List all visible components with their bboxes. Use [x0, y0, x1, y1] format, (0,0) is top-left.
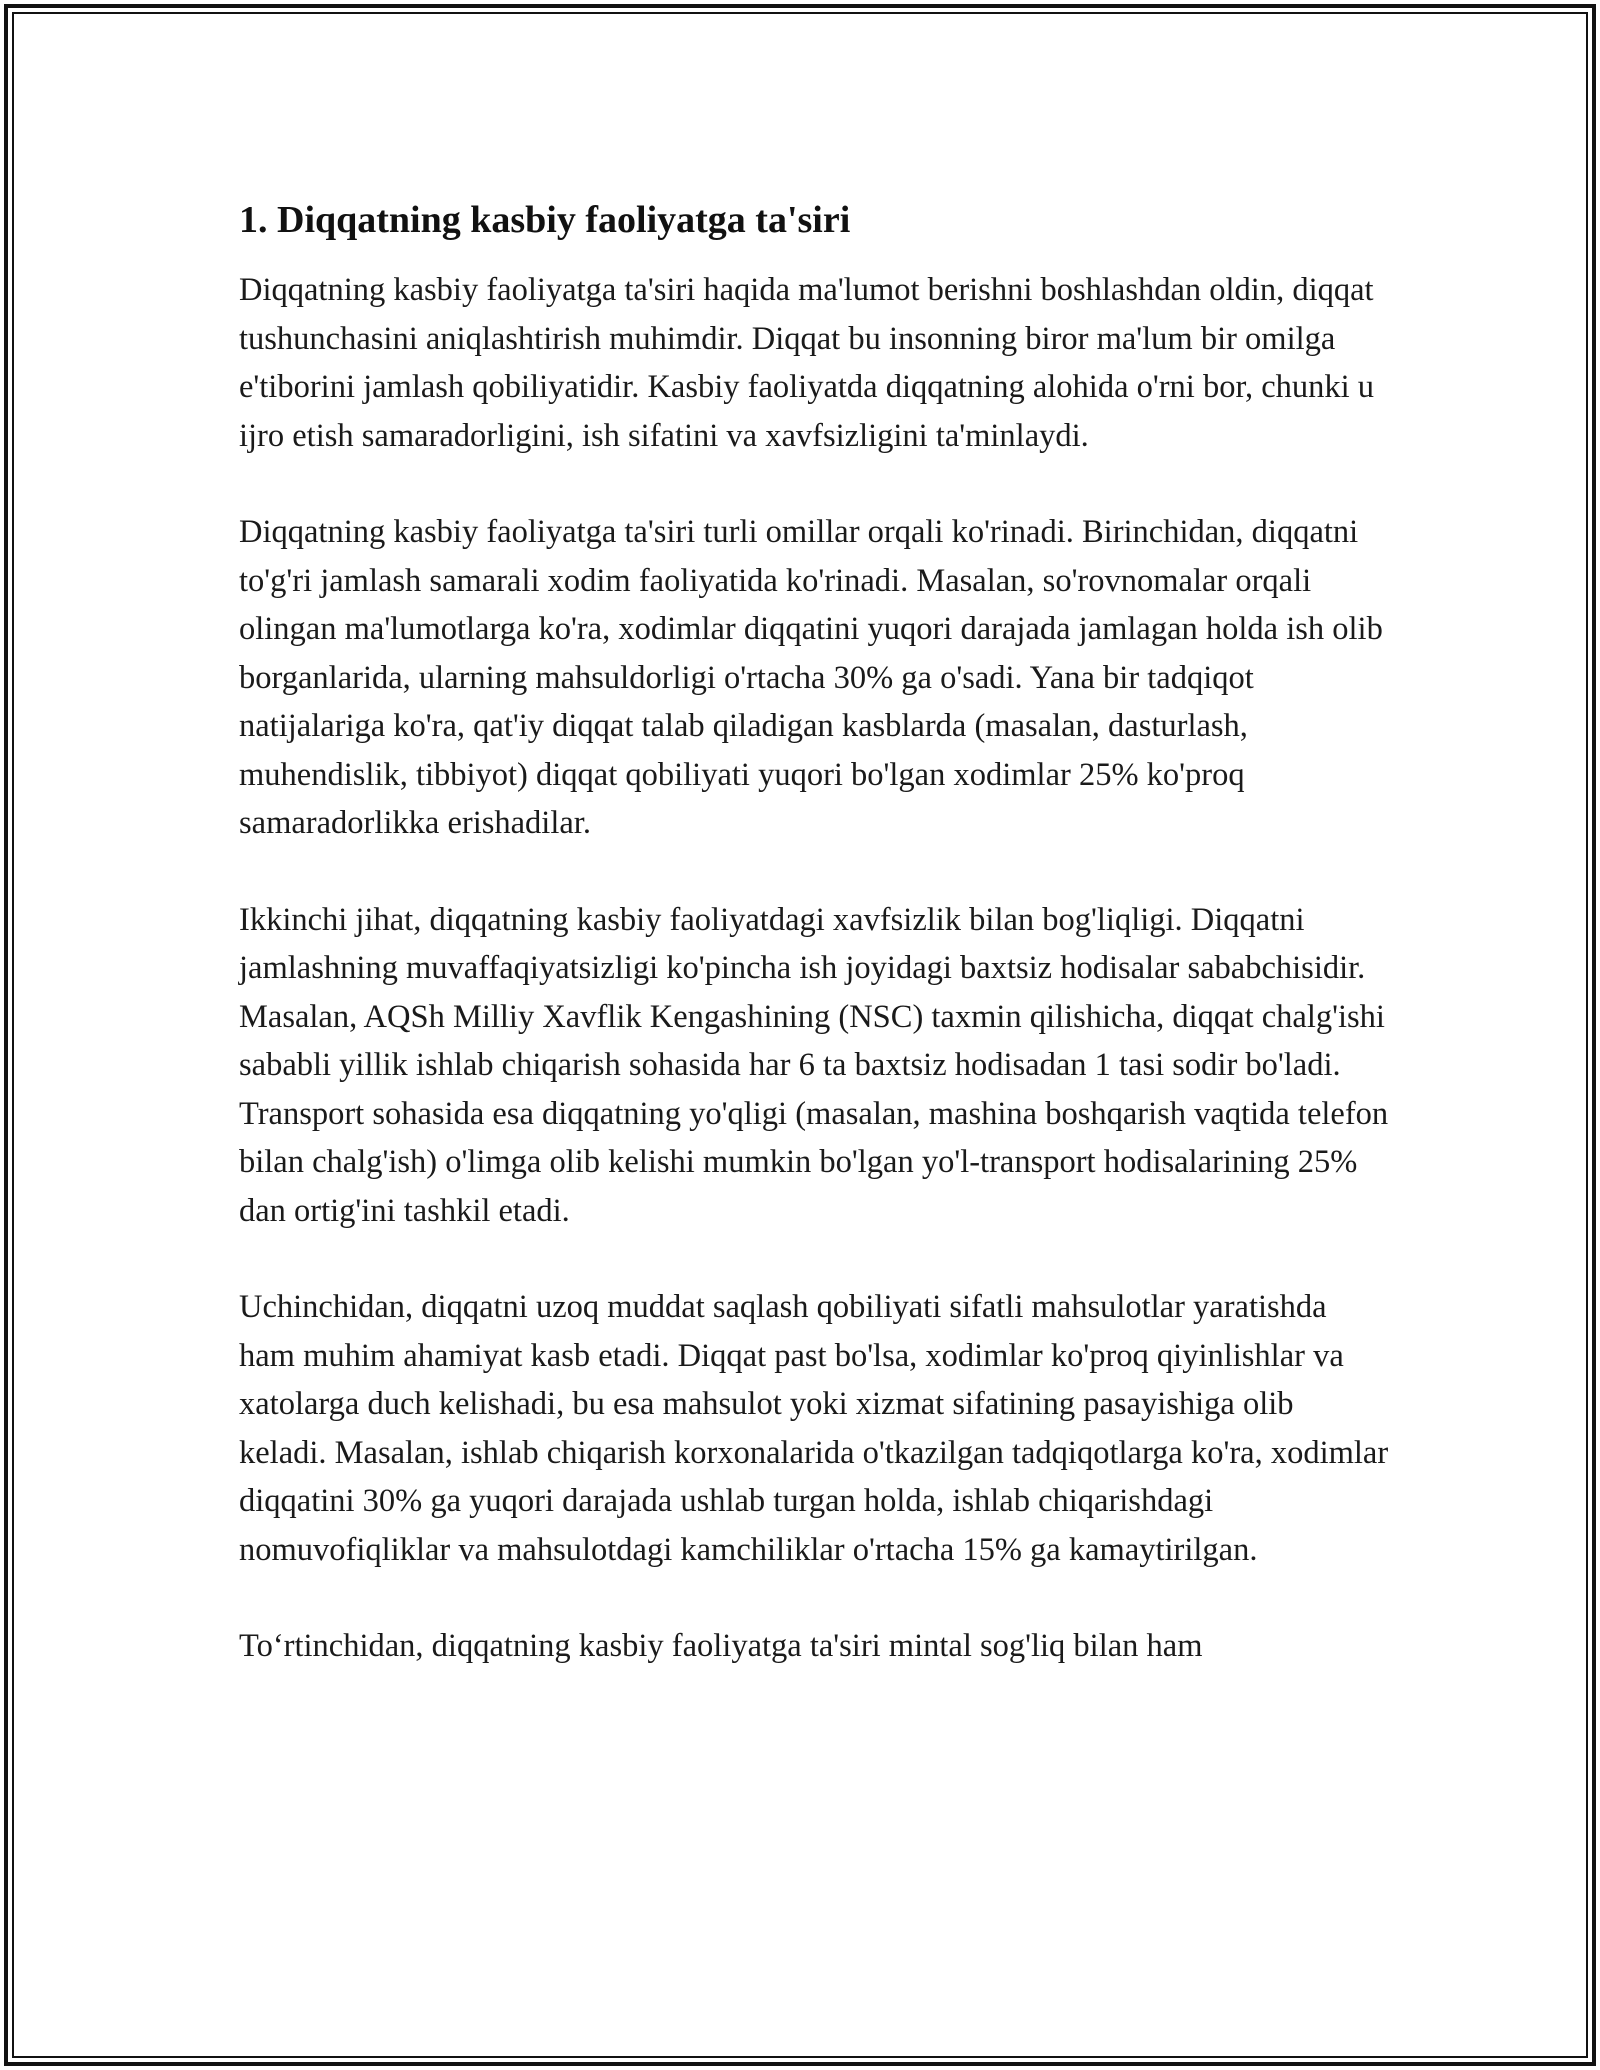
page-inner-border [12, 12, 1588, 2058]
paragraph-intro: Diqqatning kasbiy faoliyatga ta'siri haqida ma'lumot berishni boshlashdan oldin, diqqat tushunchasini aniqlashtirish muhimdir. Diqqat bu insonning biror ma'lum bir omilga e'tiborini jamlash qobiliyatidir. Kasbiy faoliyatda diqqatning alohida o'rni bor, chunki u ijro etish samaradorligini, ish sifatini va xavfsizligini ta'minlaydi. [239, 272, 1375, 454]
section-heading: 1. Diqqatning kasbiy faoliyatga ta'siri [239, 199, 851, 241]
paragraph-productivity: Diqqatning kasbiy faoliyatga ta'siri turli omillar orqali ko'rinadi. Birinchidan, diqqatni to'g'ri jamlash samarali xodim faoliyatida ko'rinadi. Masalan, so'rovnomalar orqali olingan ma'lumotlarga ko'ra, xodimlar diqqatini yuqori darajada jamlagan holda ish olib borganlarida, ularning mahsuldorligi o'rtacha 30% ga o'sadi. Yana bir tadqiqot natijalariga ko'ra, qat'iy diqqat talab qiladigan kasblarda (masalan, dasturlash, muhendislik, tibbiyot) diqqat qobiliyati yuqori bo'lgan xodimlar 25% ko'proq samaradorlikka erishadilar. [239, 514, 1383, 841]
paragraph-safety: Ikkinchi jihat, diqqatning kasbiy faoliyatdagi xavfsizlik bilan bog'liqligi. Diqqatni jamlashning muvaffaqiyatsizligi ko'pincha ish joyidagi baxtsiz hodisalar sababchisidir. Masalan, AQSh Milliy Xavflik Kengashining (NSC) taxmin qilishicha, diqqat chalg'ishi sababli yillik ishlab chiqarish sohasida har 6 ta baxtsiz hodisadan 1 tasi sodir bo'ladi. Transport sohasida esa diqqatning yo'qligi (masalan, mashina boshqarish vaqtida telefon bilan chalg'ish) o'limga olib kelishi mumkin bo'lgan yo'l-transport hodisalarining 25% dan ortig'ini tashkil etadi. [239, 901, 1389, 1229]
page-border [4, 4, 1596, 2066]
paragraph-mental-health: To‘rtinchidan, diqqatning kasbiy faoliyatga ta'siri mintal sog'liq bilan ham [239, 1628, 1203, 1664]
document-body [239, 196, 1389, 1719]
paragraph-quality: Uchinchidan, diqqatni uzoq muddat saqlash qobiliyati sifatli mahsulotlar yaratishda ham muhim ahamiyat kasb etadi. Diqqat past bo'lsa, xodimlar ko'proq qiyinlishlar va xatolarga duch kelishadi, bu esa mahsulot yoki xizmat sifatining pasayishiga olib keladi. Masalan, ishlab chiqarish korxonalarida o'tkazilgan tadqiqotlarga ko'ra, xodimlar diqqatini 30% ga yuqori darajada ushlab turgan holda, ishlab chiqarishdagi nomuvofiqliklar va mahsulotdagi kamchiliklar o'rtacha 15% ga kamaytirilgan. [239, 1289, 1389, 1568]
